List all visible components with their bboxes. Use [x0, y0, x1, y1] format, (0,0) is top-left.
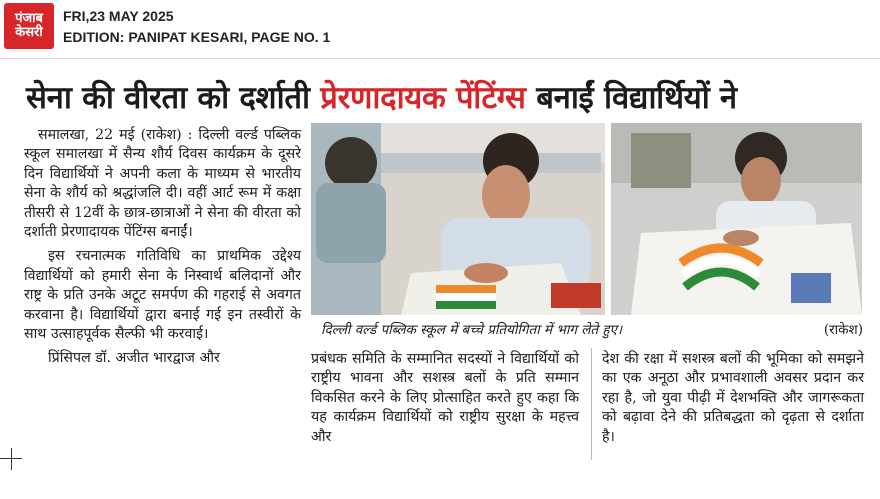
article-paragraph-col2: प्रबंधक समिति के सम्मानित सदस्यों ने विद्यार्थियों को राष्ट्रीय भावना और सशस्त्र बलों के प्रति सम्मान विकसित करने के लिए प्रोत्साहित करते हुए कहा कि यह कार्यक्रम विद्यार्थियों को राष्ट्रीय सुरक्षा के महत्त्व और	[311, 351, 579, 445]
column-divider	[591, 348, 592, 460]
photo-caption: दिल्ली वर्ल्ड पब्लिक स्कूल में बच्चे प्रतियोगिता में भाग लेते हुए।	[321, 322, 623, 338]
article-column-2	[311, 350, 579, 447]
photo-caption-row	[311, 320, 863, 342]
crop-mark-icon	[0, 448, 22, 470]
article-photo-left	[311, 123, 605, 315]
article-paragraph-1: समालखा, 22 मई (राकेश) : दिल्ली वर्ल्ड पब्लिक स्कूल समालखा में सैन्य शौर्य दिवस कार्यक्रम के दूसरे दिन विद्यार्थियों ने अपनी कला के माध्यम से भारतीय सेना के शौर्य को श्रद्धांजलि दी। वहीं आर्ट रूम में कक्षा तीसरी से 12वीं के छात्र-छात्राओं ने सेना की वीरता को दर्शाती प्रेरणादायक पेंटिंग्स बनाईं।	[24, 127, 301, 241]
logo-line-2: केसरी	[15, 25, 43, 40]
article-photo-right	[611, 123, 862, 315]
headline-part-2: बनाईं विद्यार्थियों ने	[525, 80, 737, 116]
photo-credit: (राकेश)	[823, 322, 863, 338]
headline-highlight: प्रेरणादायक पेंटिंग्स	[320, 80, 526, 116]
newspaper-logo	[4, 3, 54, 49]
masthead	[0, 0, 880, 58]
article-paragraph-3: प्रिंसिपल डॉ. अजीत भारद्वाज और	[48, 350, 220, 367]
article-column-3	[602, 350, 864, 447]
headline-part-1: सेना की वीरता को दर्शाती	[26, 80, 321, 116]
edition-meta	[63, 6, 330, 48]
article-column-1	[24, 126, 301, 369]
logo-line-1: पंजाब	[15, 11, 43, 27]
publication-date: FRI,23 MAY 2025	[63, 8, 174, 24]
masthead-divider	[0, 58, 880, 59]
edition-info: EDITION: PANIPAT KESARI, PAGE NO. 1	[63, 29, 331, 45]
article-paragraph-2: इस रचनात्मक गतिविधि का प्राथमिक उद्देश्य विद्यार्थियों को हमारी सेना के निस्वार्थ बलिदानों और राष्ट्र के प्रति उनके अटूट समर्पण की गहराई से अवगत करवाना है। विद्यार्थियों द्वारा बनाई गई इन तस्वीरों के साथ उत्साहपूर्वक सैल्फी भी करवाई।	[24, 248, 301, 343]
article-paragraph-col3: देश की रक्षा में सशस्त्र बलों की भूमिका को समझने का एक अनूठा और प्रभावशाली अवसर प्रदान कर रहा है, जो युवा पीढ़ी में देशभक्ति और जागरूकता को बढ़ावा देने की प्रतिबद्धता को दृढ़ता से दर्शाता है।	[602, 351, 864, 445]
article-headline	[26, 76, 874, 118]
